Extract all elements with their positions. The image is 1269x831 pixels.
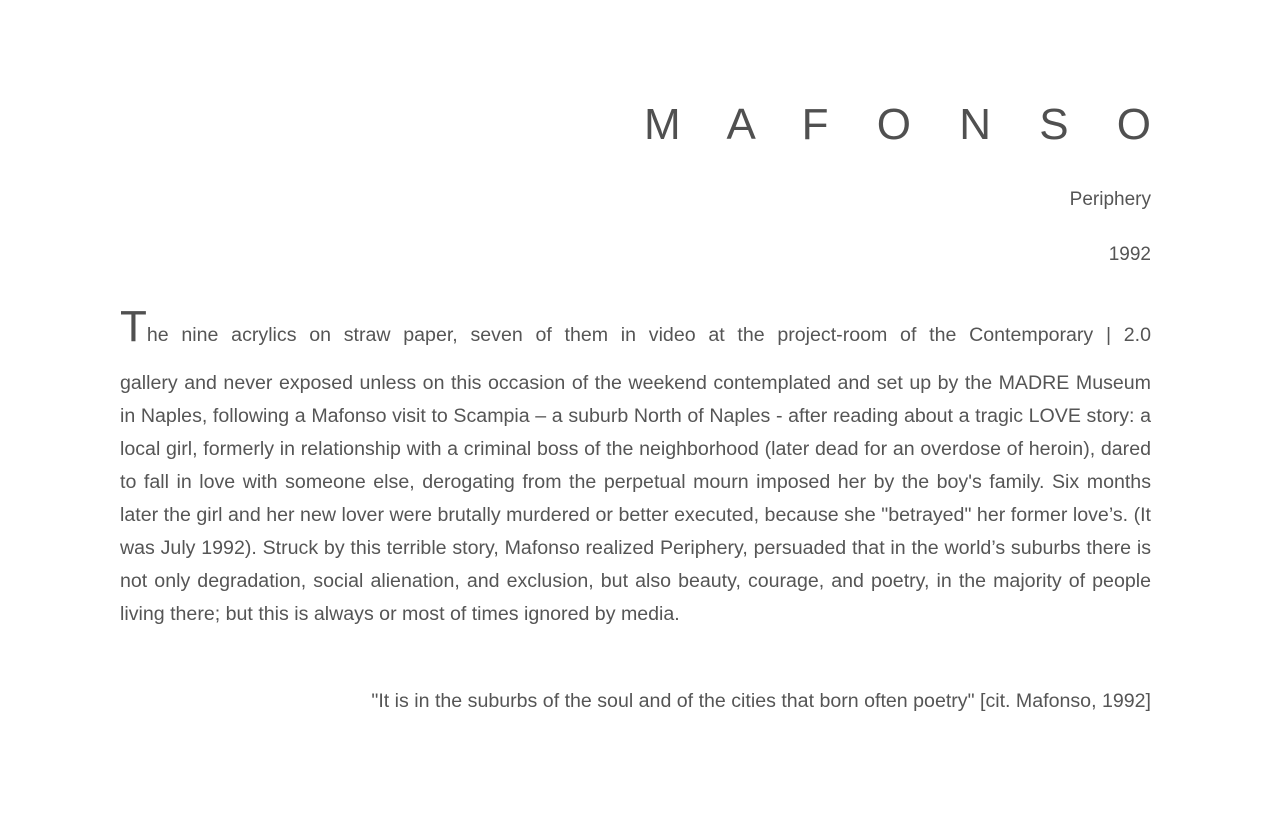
artwork-year: 1992 — [1108, 244, 1151, 265]
first-line — [120, 303, 1151, 367]
paragraph-text: gallery and never exposed unless on this occasion of the weekend contemplated and set up by the MADRE Museum in Naples, following a Mafonso visit to Scampia – a suburb North of Naples - after reading about a tragic LOVE story: a local girl, formerly in relationship with a criminal boss of the neighborhood (later dead for an overdose of heroin), dared to fall in love with someone else, derogating from the perpetual mourn imposed her by the boy's family. Six months later the girl and her new lover were brutally murdered or better executed, because she "betrayed" her former love’s. (It was July 1992). Struck by this terrible story, Mafonso realized Periphery, persuaded that in the world’s suburbs there is not only degradation, social alienation, and exclusion, but also beauty, courage, and poetry, in the majority of people living there; but this is always or most of times ignored by media. — [120, 372, 1151, 625]
drop-cap: T — [120, 302, 147, 351]
page-title: M A F O N S O — [644, 100, 1169, 149]
description-paragraph — [120, 303, 1151, 631]
first-line-text: he nine acrylics on straw paper, seven of them in video at the project-room of the Contemporary | 2.0 — [146, 324, 1151, 346]
document-page — [120, 0, 1169, 831]
artist-quote: "It is in the suburbs of the soul and of the cities that born often poetry" [cit. Mafonso, 1992] — [371, 690, 1151, 712]
artwork-title: Periphery — [1069, 189, 1151, 210]
